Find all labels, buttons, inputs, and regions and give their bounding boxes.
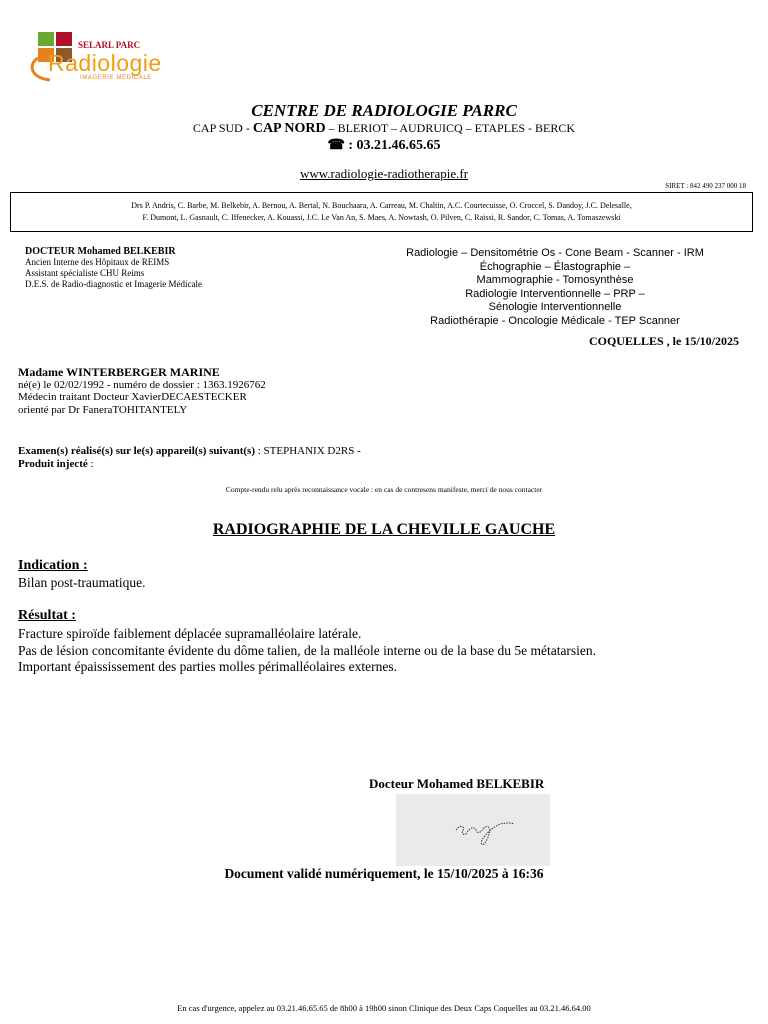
doctor-title-2: Assistant spécialiste CHU Reims bbox=[25, 268, 145, 278]
exam-devices-value: : STEPHANIX D2RS - bbox=[255, 445, 361, 457]
result-line: Fracture spiroïde faiblement déplacée supramalléolaire latérale. bbox=[18, 626, 362, 641]
result-text bbox=[18, 626, 596, 676]
indication-heading: Indication : bbox=[18, 558, 88, 573]
center-title: CENTRE DE RADIOLOGIE PARRC bbox=[251, 101, 517, 120]
place-date: COQUELLES , le 15/10/2025 bbox=[588, 334, 739, 348]
center-sites bbox=[0, 121, 768, 137]
siret-number: SIRET : 842 490 237 000 18 bbox=[665, 182, 746, 190]
signature-image bbox=[396, 794, 550, 866]
patient-birth: né(e) le 02/02/1992 - numéro de dossier : 1363.1926762 bbox=[18, 378, 266, 391]
validation-statement: Document validé numériquement, le 15/10/2025 à 16:36 bbox=[224, 866, 544, 881]
result-line: Pas de lésion concomitante évidente du dôme talien, de la malléole interne ou de la base du 5e métatarsien. bbox=[18, 642, 597, 658]
logo-top-text: SELARL PARC bbox=[78, 40, 141, 50]
doctor-name: DOCTEUR Mohamed BELKEBIR bbox=[25, 246, 176, 257]
service-line: Radiologie – Densitométrie Os - Cone Beam - Scanner - IRM bbox=[406, 247, 704, 259]
emergency-footer: En cas d'urgence, appelez au 03.21.46.65.65 de 8h00 à 19h00 sinon Clinique des Deux Caps Coquelles au 03.21.46.64.00 bbox=[177, 1003, 591, 1013]
exam-block bbox=[18, 445, 361, 471]
center-phone: ☎ : 03.21.46.65.65 bbox=[327, 138, 441, 153]
clinic-logo bbox=[28, 30, 188, 85]
indication-text: Bilan post-traumatique. bbox=[18, 575, 146, 590]
logo-square-red bbox=[56, 32, 72, 46]
logo-name: Radiologie bbox=[48, 50, 162, 76]
sites-suffix: – BLERIOT – AUDRUICQ – ETAPLES - BERCK bbox=[325, 121, 576, 135]
doctors-line-1: Drs P. Andris, C. Barbe, M. Belkebir, A. Bernou, A. Bertal, N. Bouchaara, A. Carreau, M. Chaltin, A.C. Courtecuisse, O. Croccel, S. Dandoy, J.C. Delesalle, bbox=[131, 201, 632, 210]
doctor-title-3: D.E.S. de Radio-diagnostic et Imagerie Médicale bbox=[25, 279, 202, 289]
service-line: Mammographie - Tomosynthèse bbox=[476, 274, 634, 286]
voice-notice: Compte-rendu relu après reconnaissance vocale : en cas de contresens manifeste, merci de nous contacter bbox=[225, 485, 543, 494]
patient-gp: Médecin traitant Docteur XavierDECAESTECKER bbox=[18, 391, 247, 403]
doctor-title-1: Ancien Interne des Hôpitaux de REIMS bbox=[25, 257, 170, 267]
exam-product-value: : bbox=[87, 458, 94, 470]
exam-product-label: Produit injecté bbox=[18, 458, 88, 470]
signature-scribble-icon bbox=[396, 794, 550, 866]
sites-prefix: CAP SUD - bbox=[192, 121, 253, 135]
patient-block bbox=[18, 366, 266, 416]
doctor-block bbox=[25, 246, 202, 290]
service-line: Échographie – Élastographie – bbox=[479, 260, 631, 273]
report-title-text: RADIOGRAPHIE DE LA CHEVILLE GAUCHE bbox=[212, 521, 556, 538]
result-line: Important épaississement des parties molles périmalléolaires externes. bbox=[18, 659, 398, 674]
service-line: Radiologie Interventionnelle – PRP – bbox=[465, 287, 645, 300]
patient-name: Madame WINTERBERGER MARINE bbox=[18, 365, 220, 379]
result-heading: Résultat : bbox=[18, 608, 76, 623]
service-line: Sénologie Interventionnelle bbox=[488, 301, 622, 313]
doctors-list-box bbox=[10, 192, 753, 232]
sites-main: CAP NORD bbox=[252, 121, 326, 136]
patient-referrer: orienté par Dr FaneraTOHITANTELY bbox=[18, 403, 188, 416]
website-link[interactable]: www.radiologie-radiotherapie.fr bbox=[299, 166, 469, 181]
logo-square-green bbox=[38, 32, 54, 46]
signature-name: Docteur Mohamed BELKEBIR bbox=[369, 776, 545, 791]
service-line: Radiothérapie - Oncologie Médicale - TEP Scanner bbox=[430, 314, 680, 327]
exam-product bbox=[18, 458, 361, 471]
logo-subtitle: IMAGERIE MÉDICALE bbox=[80, 75, 152, 81]
exam-devices bbox=[18, 445, 361, 458]
doctors-line-2: F. Dumont, L. Gasnault, C. Iffenecker, A. Kouassi, J.C. Le Van An, S. Maes, A. Nowtash, O. Pilven, C. Raissi, R. Sandor, C. Tomas, A. Tomaszewski bbox=[142, 213, 621, 222]
services-list bbox=[380, 247, 730, 328]
report-title bbox=[0, 521, 768, 539]
exam-devices-label: Examen(s) réalisé(s) sur le(s) appareil(s) suivant(s) bbox=[18, 445, 255, 457]
